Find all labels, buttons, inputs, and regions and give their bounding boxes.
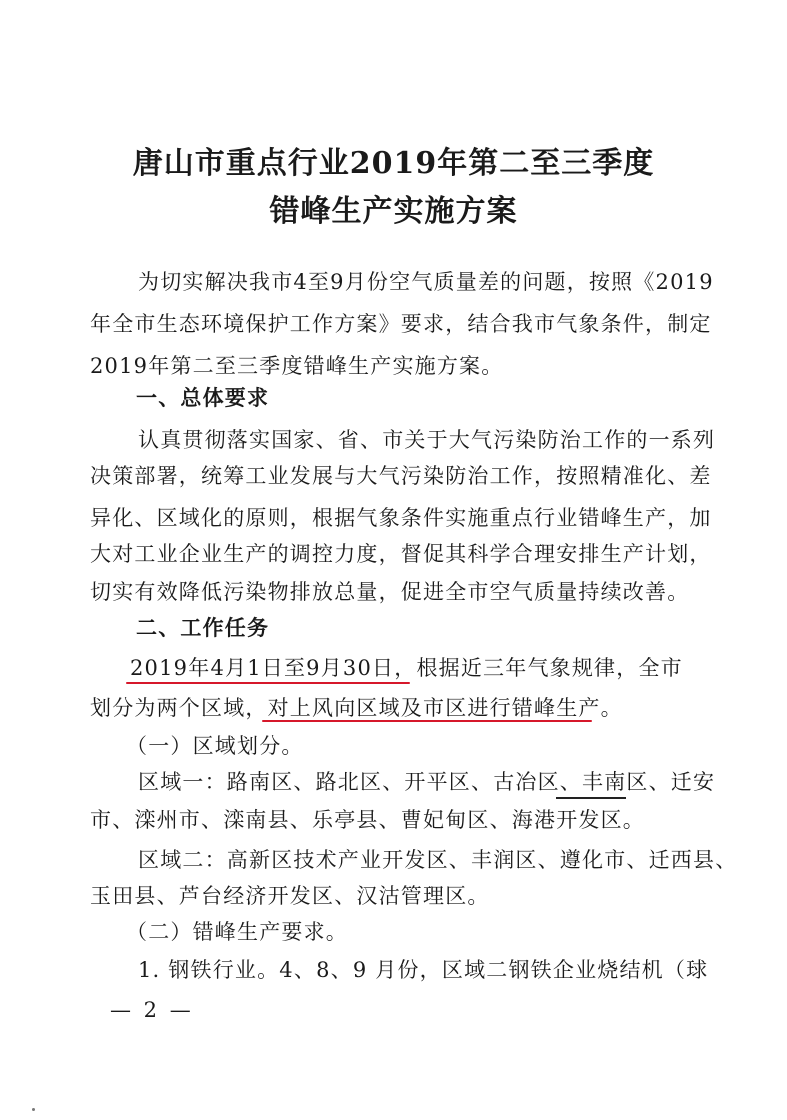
section2-heading: 二、工作任务: [136, 615, 270, 640]
region1-line-1: 区域一：路南区、路北区、开平区、古冶区、丰南区、迁安: [138, 770, 716, 794]
page-number: — 2 —: [110, 998, 194, 1022]
section2-line-1: 2019年4月1日至9月30日，根据近三年气象规律，全市: [130, 656, 683, 680]
region1-line-2: 市、滦州市、滦南县、乐亭县、曹妃甸区、海港开发区。: [90, 808, 645, 832]
region2-line-1: 区域二：高新区技术产业开发区、丰润区、遵化市、迁西县、: [138, 848, 738, 872]
region-red-underline: [262, 720, 592, 722]
item1-line: 1. 钢铁行业。4、8、9 月份，区域二钢铁企业烧结机（球: [138, 958, 709, 982]
region2-line-2: 玉田县、芦台经济开发区、汉沽管理区。: [90, 884, 490, 908]
intro-line-2: 年全市生态环境保护工作方案》要求，结合我市气象条件，制定: [90, 312, 712, 336]
intro-line-1: 为切实解决我市4至9月份空气质量差的问题，按照《2019: [138, 270, 714, 294]
fengnan-underline: [556, 797, 626, 799]
section1-heading: 一、总体要求: [136, 385, 270, 410]
intro-line-3: 2019年第二至三季度错峰生产实施方案。: [90, 354, 504, 378]
section2-line-2: 划分为两个区域，对上风向区域及市区进行错峰生产。: [90, 696, 623, 720]
section1-line-2: 决策部署，统筹工业发展与大气污染防治工作，按照精准化、差: [90, 464, 712, 488]
section1-line-5: 切实有效降低污染物排放总量，促进全市空气质量持续改善。: [90, 580, 690, 604]
sub2-heading: （二）错峰生产要求。: [126, 920, 348, 944]
sub1-heading: （一）区域划分。: [126, 734, 304, 758]
doc-title-line2: 错峰生产实施方案: [269, 194, 518, 229]
section1-line-1: 认真贯彻落实国家、省、市关于大气污染防治工作的一系列: [138, 428, 716, 452]
scan-mark: [32, 1108, 35, 1111]
doc-title-line1: 唐山市重点行业2019年第二至三季度: [132, 146, 655, 181]
section1-line-3: 异化、区域化的原则，根据气象条件实施重点行业错峰生产，加: [90, 506, 712, 530]
section1-line-4: 大对工业企业生产的调控力度，督促其科学合理安排生产计划，: [90, 542, 712, 566]
date-red-underline: [126, 682, 410, 684]
